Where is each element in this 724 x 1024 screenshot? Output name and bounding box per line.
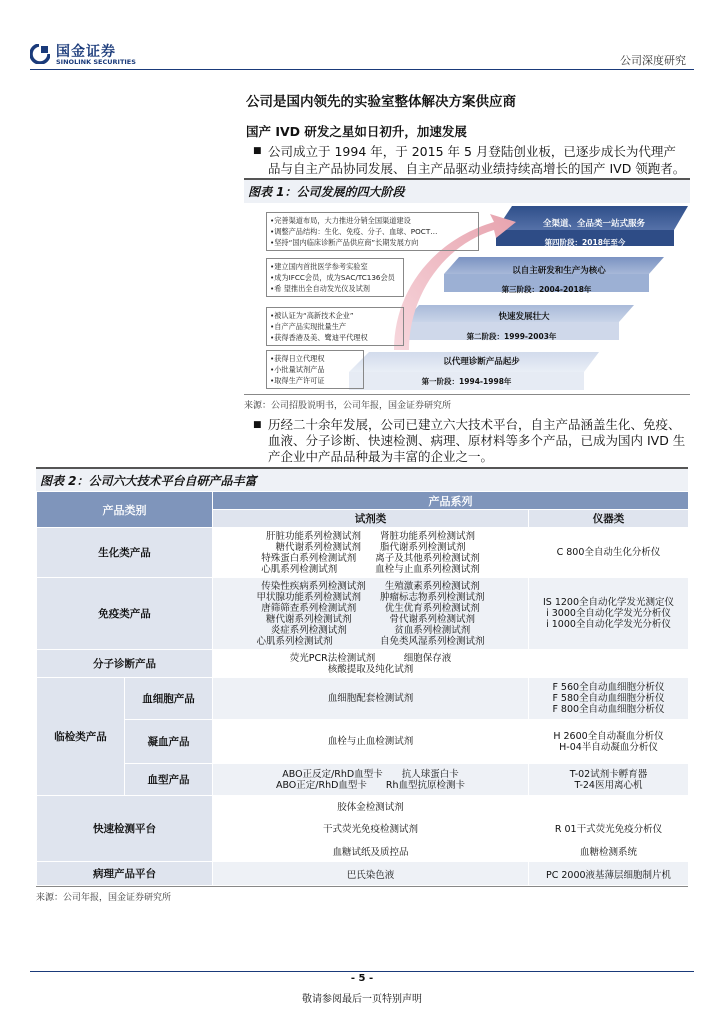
category-clinical: 临检类产品 <box>37 678 125 796</box>
molecular-instruments <box>529 650 689 678</box>
step4-label: 第四阶段：2018年至今 <box>544 238 626 247</box>
rapid-instrument-3: 血糖检测系统 <box>529 840 689 862</box>
step1-label: 第一阶段：1994-1998年 <box>421 377 512 386</box>
biochem-instruments: C 800全自动生化分析仪 <box>529 528 689 578</box>
coagulation-reagents: 血栓与止血检测试剂 <box>213 720 529 764</box>
blood-cell-reagents: 血细胞配套检测试剂 <box>213 678 529 720</box>
subcategory-coagulation: 凝血产品 <box>125 720 213 764</box>
category-molecular: 分子诊断产品 <box>37 650 213 678</box>
subsection-title: 国产 IVD 研发之星如日初升，加速发展 <box>246 124 467 139</box>
figure1-caption: 图表 1：公司发展的四大阶段 <box>244 180 690 203</box>
figure1-source: 来源：公司招股说明书，公司年报，国金证券研究所 <box>244 401 452 411</box>
logo-text-cn: 国金证券 <box>56 44 116 60</box>
pathology-reagents: 巴氏染色液 <box>213 862 529 886</box>
pathology-instruments: PC 2000液基薄层细胞制片机 <box>529 862 689 886</box>
stage3-notes: •建立国内首批医学参考实验室 •成为IFCC会员，成为SAC/TC136会员 •希 望推出全自动发光仪及试剂 <box>266 258 404 297</box>
header-instrument: 仪器类 <box>529 510 689 528</box>
blood-cell-instruments: F 560全自动血细胞分析仪 F 580全自动血细胞分析仪 F 800全自动血细胞分析仪 <box>529 678 689 720</box>
figure1-bottom-rule <box>244 394 690 395</box>
category-biochem: 生化类产品 <box>37 528 213 578</box>
stage1-notes: •获得日立代理权 •小批量试剂产品 •取得生产许可证 <box>266 350 364 389</box>
sinolink-logo-icon <box>30 44 50 64</box>
bullet-square-icon: ■ <box>253 146 262 156</box>
category-immuno: 免疫类产品 <box>37 578 213 650</box>
stage2-notes: •被认证为“高新技术企业” •自产产品实现批量生产 •获得香港及美、鹭迪平代理权 <box>266 307 404 346</box>
bullet-square-icon: ■ <box>253 420 262 430</box>
step4-title: 全渠道、全品类一站式服务 <box>542 219 645 229</box>
rapid-reagent-3: 血糖试纸及质控品 <box>213 840 529 862</box>
figure2-caption: 图表 2：公司六大技术平台自研产品丰富 <box>36 469 688 492</box>
bullet-text: 历经二十余年发展，公司已建立六大技术平台，自主产品涵盖生化、免疫、血液、分子诊断、快速检测、病理、原材料等多个产品，已成为国内 IVD 生产企业中产品品种最为丰富的企业之一。 <box>268 417 686 464</box>
stage4-notes: •完善渠道布局，大力推进分销全国渠道建设 •调整产品结构：生化、免疫、分子、血球、POCT… •坚持“国内临床诊断产品供应商”长期发展方向 <box>266 212 479 251</box>
report-type-label: 公司深度研究 <box>620 54 686 67</box>
header-product-series: 产品系列 <box>213 492 689 510</box>
bullet-paragraph-2 <box>253 417 688 465</box>
bullet-paragraph-1 <box>253 143 688 177</box>
category-pathology: 病理产品平台 <box>37 862 213 886</box>
bullet-text: 公司成立于 1994 年，于 2015 年 5 月登陆创业板，已逐步成长为代理产品与自主产品协同发展、自主产品驱动业绩持续高增长的国产 IVD 领跑者。 <box>268 144 686 176</box>
rapid-instrument-2: R 01干式荧光免疫分析仪 <box>529 816 689 840</box>
figure2-caption-block <box>36 467 688 492</box>
section-title: 公司是国内领先的实验室整体解决方案供应商 <box>246 94 516 110</box>
rapid-instrument-1 <box>529 796 689 816</box>
step3-title: 以自主研发和生产为核心 <box>512 266 606 276</box>
subcategory-blood-cell: 血细胞产品 <box>125 678 213 720</box>
immuno-instruments: IS 1200全自动化学发光测定仪 i 3000全自动化学发光分析仪 i 1000全自动化学发光分析仪 <box>529 578 689 650</box>
step1-title: 以代理诊断产品起步 <box>443 357 520 367</box>
blood-type-instruments: T-02试剂卡孵育器 T-24医用离心机 <box>529 764 689 796</box>
product-table <box>36 491 689 886</box>
step3-label: 第三阶段：2004-2018年 <box>501 285 592 294</box>
figure2-source: 来源：公司年报，国金证券研究所 <box>36 893 172 903</box>
product-table-wrapper <box>36 491 689 903</box>
molecular-reagents: 荧光PCR法检测试剂 细胞保存液 核酸提取及纯化试剂 <box>213 650 529 678</box>
step2-label: 第二阶段：1999-2003年 <box>466 332 557 341</box>
logo-text-en: SINOLINK SECURITIES <box>56 58 136 66</box>
subcategory-blood-type: 血型产品 <box>125 764 213 796</box>
stage-diagram <box>244 200 690 392</box>
footer-divider <box>30 971 694 972</box>
step2-title: 快速发展壮大 <box>498 312 550 322</box>
footer-disclaimer: 敬请参阅最后一页特别声明 <box>302 994 422 1005</box>
coagulation-instruments: H 2600全自动凝血分析仪 H-04半自动凝血分析仪 <box>529 720 689 764</box>
blood-type-reagents: ABO正反定/RhD血型卡 抗人球蛋白卡 ABO正定/RhD血型卡 Rh血型抗原检测卡 <box>213 764 529 796</box>
rapid-reagent-1: 胶体金检测试剂 <box>213 796 529 816</box>
page-number: - 5 - <box>350 973 374 984</box>
header-product-category: 产品类别 <box>37 492 213 528</box>
header-reagent: 试剂类 <box>213 510 529 528</box>
biochem-reagents: 肝脏功能系列检测试剂 肾脏功能系列检测试剂 糖代谢系列检测试剂 脂代谢系列检测试剂 特殊蛋白系列检测试剂 离子及其他系列检测试剂 心肌系列检测试剂 血栓与止血系列检测试剂 <box>213 528 529 578</box>
rapid-reagent-2: 干式荧光免疫检测试剂 <box>213 816 529 840</box>
figure2-bottom-rule <box>36 886 688 887</box>
immuno-reagents: 传染性疾病系列检测试剂 生殖激素系列检测试剂 甲状腺功能系列检测试剂 肿瘤标志物系列检测试剂 唐筛筛查系列检测试剂 优生优育系列检测试剂 糖代谢系列检测试剂 骨代谢系列检测试剂 炎症系列检测试剂 贫血系列检测试剂 心肌系列检测试剂 自免类风湿系列检测试剂 <box>213 578 529 650</box>
category-rapid-test: 快速检测平台 <box>37 796 213 862</box>
header-divider <box>30 69 694 70</box>
